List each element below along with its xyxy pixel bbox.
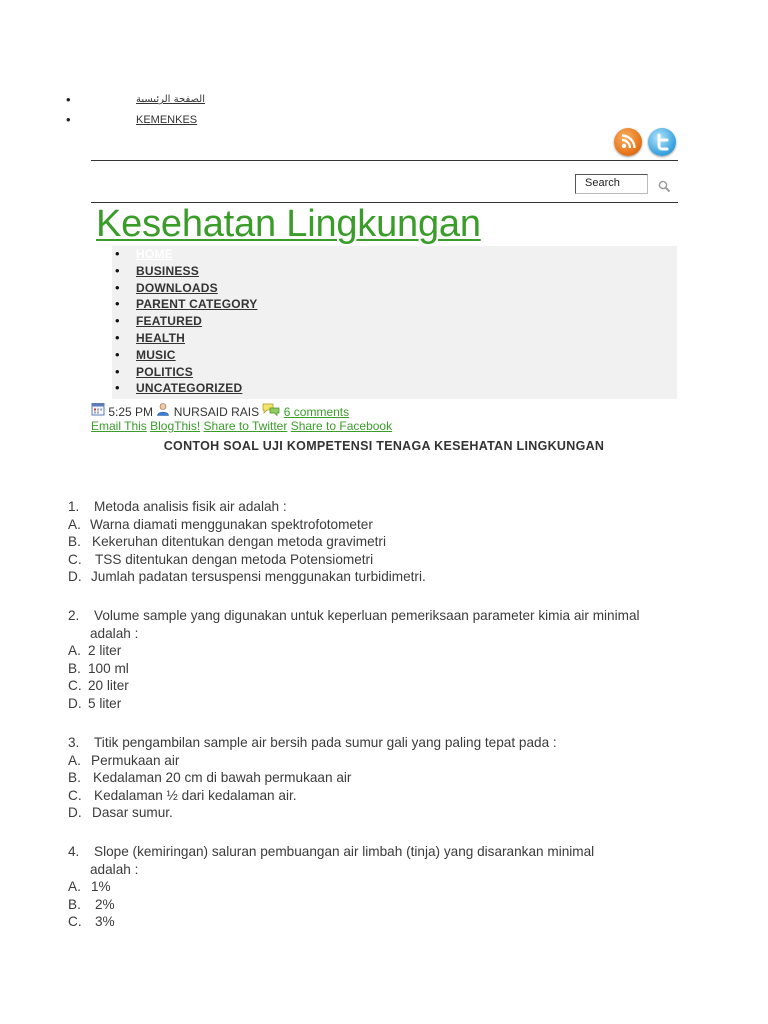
email-this-link[interactable]: Email This (91, 419, 147, 433)
option-letter: D. (68, 805, 82, 821)
option-letter: C. (68, 787, 82, 803)
option-letter: A. (68, 643, 81, 659)
post-author: NURSAID RAIS (173, 404, 260, 419)
category-link-politics[interactable]: POLITICS (136, 364, 193, 379)
list-bullet: • (115, 246, 120, 261)
option-text: 1% (91, 879, 111, 895)
category-link-downloads[interactable]: DOWNLOADS (136, 280, 218, 295)
search-input[interactable]: Search (575, 174, 648, 194)
option-letter: A. (68, 879, 81, 895)
top-nav-link-home[interactable]: الصفحة الرئيسية (136, 94, 205, 105)
option-text: Permukaan air (91, 752, 180, 768)
list-bullet: • (115, 296, 120, 312)
option-letter: C. (68, 914, 82, 930)
header-divider-top (91, 160, 678, 161)
site-title[interactable]: Kesehatan Lingkungan (96, 203, 481, 245)
rss-icon[interactable] (614, 128, 642, 156)
list-bullet: • (115, 363, 120, 379)
list-bullet: • (115, 313, 120, 329)
question-text: Titik pengambilan sample air bersih pada sumur gali yang paling tepat pada : (94, 735, 557, 750)
post-time: 5:25 PM (108, 404, 154, 419)
option-text: Dasar sumur. (92, 805, 173, 821)
option-letter: D. (68, 569, 82, 585)
option-text: Kekeruhan ditentukan dengan metoda gravimetri (92, 534, 386, 550)
search-icon[interactable] (658, 180, 671, 198)
twitter-icon[interactable] (648, 128, 676, 156)
category-link-business[interactable]: BUSINESS (136, 263, 199, 278)
question-number: 1. (68, 499, 80, 514)
question-text: Volume sample yang digunakan untuk keperluan pemeriksaan parameter kimia air minimal (94, 608, 640, 623)
category-link-music[interactable]: MUSIC (136, 347, 176, 362)
list-bullet: • (115, 346, 120, 362)
list-bullet: • (115, 262, 120, 278)
list-bullet: • (115, 380, 120, 396)
option-letter: B. (68, 770, 81, 786)
option-text: Jumlah padatan tersuspensi menggunakan turbidimetri. (91, 569, 426, 585)
share-twitter-link[interactable]: Share to Twitter (203, 419, 288, 433)
option-letter: C. (68, 551, 82, 567)
question-text: Slope (kemiringan) saluran pembuangan air limbah (tinja) yang disarankan minimal (94, 844, 595, 859)
share-facebook-link[interactable]: Share to Facebook (290, 419, 393, 433)
option-text: 2 liter (88, 643, 122, 659)
list-bullet: • (66, 112, 71, 127)
option-text: 100 ml (88, 660, 129, 676)
list-bullet: • (115, 279, 120, 295)
option-letter: B. (68, 896, 81, 912)
option-letter: A. (68, 516, 81, 532)
post-title: CONTOH SOAL UJI KOMPETENSI TENAGA KESEHATAN LINGKUNGAN (163, 439, 605, 453)
option-letter: B. (68, 534, 81, 550)
question-text: adalah : (90, 861, 139, 877)
option-text: Kedalaman ½ dari kedalaman air. (94, 787, 297, 803)
comments-link[interactable]: 6 comments (283, 404, 350, 419)
question-number: 2. (68, 608, 80, 623)
option-letter: A. (68, 752, 81, 768)
question-number: 3. (68, 735, 80, 750)
list-bullet: • (66, 92, 71, 107)
question-text: Metoda analisis fisik air adalah : (94, 499, 287, 514)
option-letter: D. (68, 695, 82, 711)
question-text: adalah : (90, 625, 139, 641)
category-link-parent-category[interactable]: PARENT CATEGORY (136, 297, 258, 312)
question-number: 4. (68, 844, 80, 859)
option-letter: C. (68, 678, 82, 694)
option-text: Kedalaman 20 cm di bawah permukaan air (93, 770, 352, 786)
blogthis-link[interactable]: BlogThis! (150, 419, 201, 433)
list-bullet: • (115, 329, 120, 345)
category-link-home[interactable]: HOME (136, 247, 173, 261)
option-text: 3% (95, 914, 115, 930)
share-links (91, 418, 392, 434)
option-text: 5 liter (88, 695, 122, 711)
category-link-featured[interactable]: FEATURED (136, 314, 203, 329)
option-text: 2% (95, 896, 115, 912)
top-nav-link-kemenkes[interactable]: KEMENKES (136, 114, 198, 126)
category-link-uncategorized[interactable]: UNCATEGORIZED (136, 381, 243, 396)
option-text: 20 liter (88, 678, 129, 694)
option-text: TSS ditentukan dengan metoda Potensiometri (95, 551, 374, 567)
option-letter: B. (68, 660, 81, 676)
category-link-health[interactable]: HEALTH (136, 330, 185, 345)
option-text: Warna diamati menggunakan spektrofotometer (90, 516, 373, 532)
